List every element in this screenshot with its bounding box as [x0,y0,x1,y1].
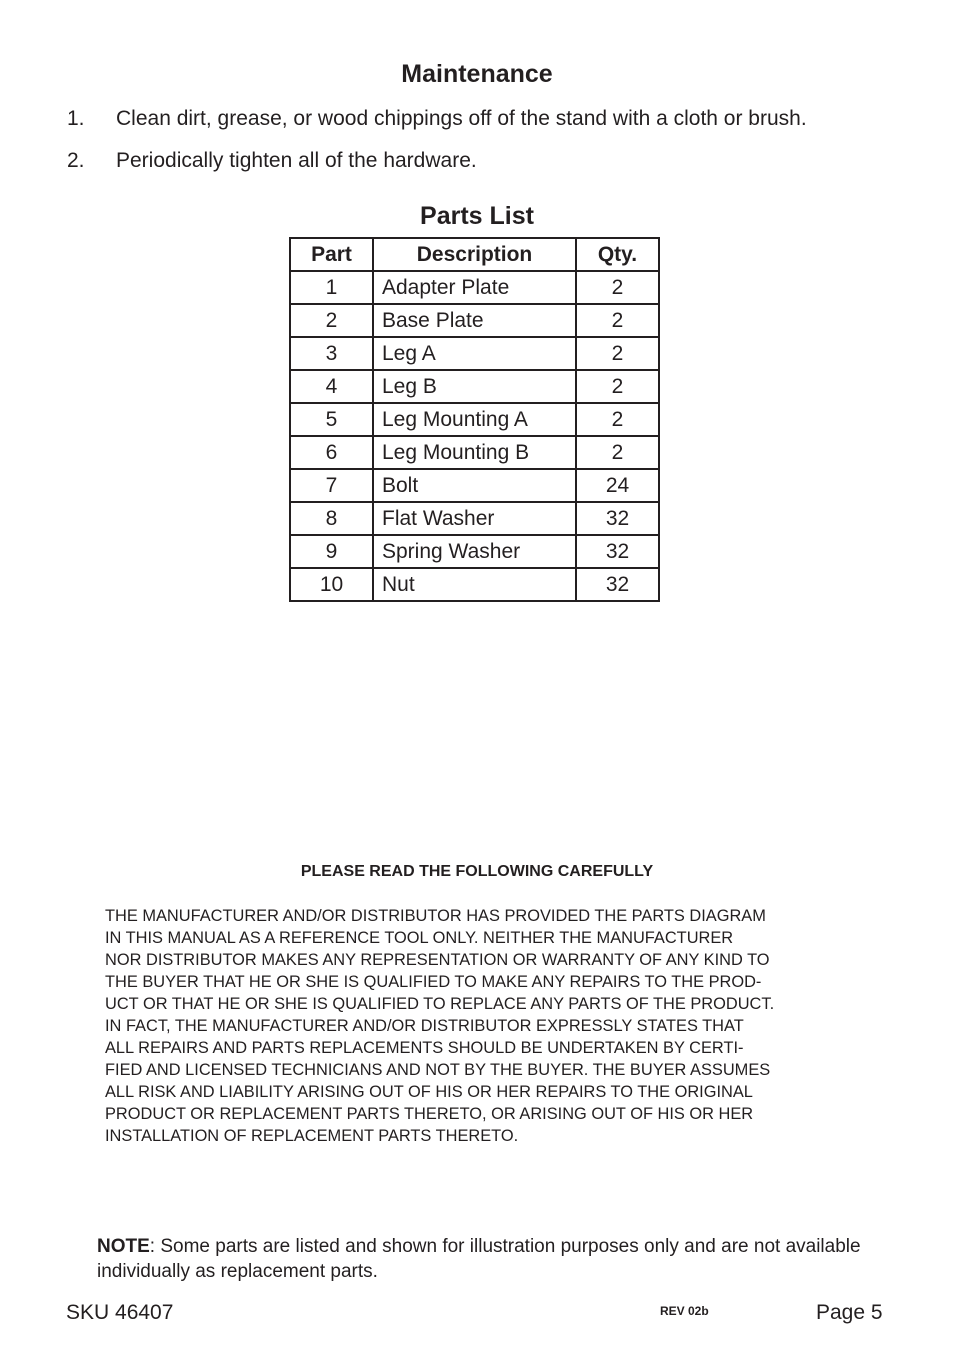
table-header-row [290,238,659,271]
column-header-description: Description [373,238,576,271]
part-number-cell: 5 [290,403,373,436]
part-number-cell: 6 [290,436,373,469]
table-row [290,502,659,535]
table-row [290,370,659,403]
disclaimer-line: UCT OR THAT HE OR SHE IS QUALIFIED TO REPLACE ANY PARTS OF THE PRODUCT. [105,995,775,1013]
quantity-cell: 2 [576,403,659,436]
quantity-cell: 2 [576,304,659,337]
parts-table [289,237,660,602]
note-label: NOTE [97,1236,150,1257]
description-cell: Leg Mounting A [373,403,576,436]
table-row [290,535,659,568]
description-cell: Base Plate [373,304,576,337]
maintenance-step-2 [67,149,927,175]
column-header-part: Part [290,238,373,271]
disclaimer-body [105,905,865,1147]
note-text: : Some parts are listed and shown for illustration purposes only and are not available individually as replacement parts. [97,1236,861,1282]
part-number-cell: 4 [290,370,373,403]
part-number-cell: 1 [290,271,373,304]
quantity-cell: 24 [576,469,659,502]
description-cell: Bolt [373,469,576,502]
part-number-cell: 2 [290,304,373,337]
disclaimer-line: INSTALLATION OF REPLACEMENT PARTS THERETO. [105,1127,519,1145]
disclaimer-line: IN THIS MANUAL AS A REFERENCE TOOL ONLY. NEITHER THE MANUFACTURER [105,929,734,947]
page-number: Page 5 [816,1301,883,1324]
disclaimer-line: THE MANUFACTURER AND/OR DISTRIBUTOR HAS PROVIDED THE PARTS DIAGRAM [105,907,766,925]
part-number-cell: 7 [290,469,373,502]
description-cell: Spring Washer [373,535,576,568]
table-row [290,271,659,304]
quantity-cell: 2 [576,337,659,370]
part-number-cell: 10 [290,568,373,601]
quantity-cell: 2 [576,271,659,304]
disclaimer-line: PRODUCT OR REPLACEMENT PARTS THERETO, OR ARISING OUT OF HIS OR HER [105,1105,754,1123]
disclaimer-line: FIED AND LICENSED TECHNICIANS AND NOT BY THE BUYER. THE BUYER ASSUMES [105,1061,771,1079]
disclaimer-line: ALL REPAIRS AND PARTS REPLACEMENTS SHOULD BE UNDERTAKEN BY CERTI- [105,1039,744,1057]
disclaimer-line: NOR DISTRIBUTOR MAKES ANY REPRESENTATION OR WARRANTY OF ANY KIND TO [105,951,770,969]
step-text: Clean dirt, grease, or wood chippings off of the stand with a cloth or brush. [116,107,807,130]
quantity-cell: 32 [576,502,659,535]
quantity-cell: 32 [576,568,659,601]
step-text: Periodically tighten all of the hardware. [116,149,477,172]
quantity-cell: 2 [576,436,659,469]
maintenance-step-1 [67,107,927,133]
revision-label: REV 02b [660,1304,709,1318]
part-number-cell: 8 [290,502,373,535]
description-cell: Leg A [373,337,576,370]
quantity-cell: 2 [576,370,659,403]
description-cell: Nut [373,568,576,601]
part-number-cell: 9 [290,535,373,568]
column-header-qty: Qty. [576,238,659,271]
sku-label: SKU 46407 [66,1301,174,1324]
part-number-cell: 3 [290,337,373,370]
description-cell: Flat Washer [373,502,576,535]
maintenance-title: Maintenance [401,60,553,88]
disclaimer-title: PLEASE READ THE FOLLOWING CAREFULLY [300,863,654,880]
disclaimer-line: ALL RISK AND LIABILITY ARISING OUT OF HIS OR HER REPAIRS TO THE ORIGINAL [105,1083,753,1101]
description-cell: Adapter Plate [373,271,576,304]
table-row [290,304,659,337]
disclaimer-line: IN FACT, THE MANUFACTURER AND/OR DISTRIBUTOR EXPRESSLY STATES THAT [105,1017,744,1035]
quantity-cell: 32 [576,535,659,568]
step-number: 2. [67,149,85,172]
table-row [290,403,659,436]
note [97,1234,877,1284]
disclaimer-line: THE BUYER THAT HE OR SHE IS QUALIFIED TO MAKE ANY REPAIRS TO THE PROD- [105,973,762,991]
parts-list-title: Parts List [420,202,534,230]
description-cell: Leg Mounting B [373,436,576,469]
table-row [290,436,659,469]
table-row [290,568,659,601]
table-row [290,337,659,370]
table-row [290,469,659,502]
description-cell: Leg B [373,370,576,403]
step-number: 1. [67,107,85,130]
